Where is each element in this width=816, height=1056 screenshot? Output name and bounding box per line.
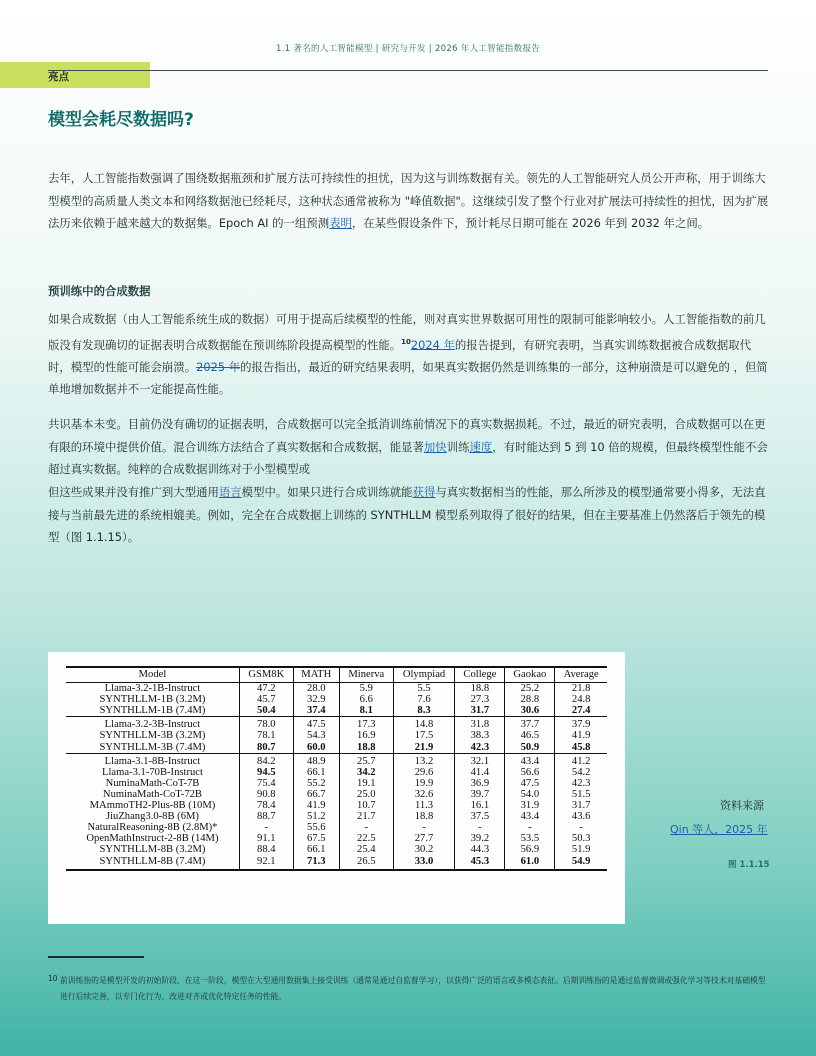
- score-cell: -: [505, 822, 555, 833]
- table-row: [66, 778, 607, 789]
- score-cell: 22.5: [339, 833, 393, 844]
- footnote-rule: [48, 956, 144, 958]
- score-cell: 39.7: [455, 789, 505, 800]
- model-name-cell: SYNTHLLM-1B (7.4M): [66, 705, 239, 717]
- language-link[interactable]: 语言: [218, 485, 242, 499]
- score-cell: 38.3: [455, 730, 505, 741]
- header-rule: [48, 70, 768, 71]
- model-name-cell: SYNTHLLM-3B (7.4M): [66, 742, 239, 754]
- score-cell: 90.8: [239, 789, 293, 800]
- score-cell: 54.0: [505, 789, 555, 800]
- score-cell: 24.8: [555, 694, 607, 705]
- score-cell: 47.2: [239, 683, 293, 695]
- model-name-cell: SYNTHLLM-8B (7.4M): [66, 856, 239, 870]
- score-cell: 66.1: [293, 844, 339, 855]
- table-header-cell: Average: [555, 667, 607, 683]
- score-cell: 31.9: [505, 800, 555, 811]
- table-row: [66, 844, 607, 855]
- score-cell: 31.8: [455, 717, 505, 731]
- score-cell: 11.3: [393, 800, 455, 811]
- score-cell: -: [455, 822, 505, 833]
- score-cell: 56.6: [505, 767, 555, 778]
- score-cell: 32.9: [293, 694, 339, 705]
- p4-text-c: 与真实数据相当的性能，那么所涉及的模型通常要小得多，无法直接与当前最先进的系统相媲美。例如，完全在合成数据上训练的 SYNTHLLM 模型系列取得了很好的结果，但在主要基准上仍然落后于领先的模型（图 1.1.15）。: [48, 485, 766, 544]
- table-row: [66, 742, 607, 754]
- model-name-cell: Llama-3.1-70B-Instruct: [102, 766, 203, 778]
- p2-text-b: 的报告提到，有研究表明，当真实训练数据被合成数据取代时，模型的性能可能会崩溃。: [48, 337, 752, 374]
- footnote-text: 前训练指的是模型开发的初始阶段，在这一阶段，模型在大型通用数据集上接受训练（通常是通过自监督学习），以获得广泛的语言或多模态表征。后期训练指的是通过监督微调或强化学习等技术对基础模型进行后续完善，以专门化行为、改进对齐或优化特定任务的性能。: [60, 976, 766, 1001]
- table-row: [66, 811, 607, 822]
- score-cell: 45.7: [239, 694, 293, 705]
- table-header-cell: College: [455, 667, 505, 683]
- score-cell: 67.5: [293, 833, 339, 844]
- score-cell: 42.3: [455, 742, 505, 754]
- score-cell: 84.2: [239, 753, 293, 767]
- score-cell: 25.2: [505, 683, 555, 695]
- score-cell: -: [239, 822, 293, 833]
- table-row: [66, 789, 607, 800]
- score-cell: 41.9: [293, 800, 339, 811]
- score-cell: 36.9: [455, 778, 505, 789]
- score-cell: 8.3: [393, 705, 455, 717]
- score-cell: 48.9: [293, 753, 339, 767]
- score-cell: 39.2: [455, 833, 505, 844]
- model-name-cell: NuminaMath-CoT-72B: [102, 788, 202, 800]
- score-cell: 66.7: [293, 789, 339, 800]
- table-row: [66, 753, 607, 767]
- score-cell: 21.9: [393, 742, 455, 754]
- score-cell: 45.3: [455, 856, 505, 870]
- score-cell: 41.9: [555, 730, 607, 741]
- score-cell: 29.6: [393, 767, 455, 778]
- score-cell: 51.5: [555, 789, 607, 800]
- report-2024-link[interactable]: 2024 年: [410, 337, 455, 352]
- score-cell: 28.0: [293, 683, 339, 695]
- score-cell: 56.9: [505, 844, 555, 855]
- score-cell: 21.8: [555, 683, 607, 695]
- model-name-cell: Llama-3.2-3B-Instruct: [104, 719, 201, 731]
- intro-text-a: 去年，人工智能指数强调了围绕数据瓶颈和扩展方法可持续性的担忧，因为这与训练数据有关。领先的人工智能研究人员公开声称，用于训练大型模型的高质量人类文本和网络数据池已经耗尽，这种状态通常被称为 "峰值数据"。这继续引发了整个行业对扩展法可持续性的担忧，因为扩展法历来依赖于越来越大的数据集。Epoch AI 的一组预测: [48, 171, 769, 230]
- source-label: 资料来源: [720, 799, 764, 812]
- score-cell: 10.7: [339, 800, 393, 811]
- model-name-cell: MAmmoTH2-Plus-8B (10M): [89, 800, 216, 812]
- score-cell: 55.6: [293, 822, 339, 833]
- table-row: [66, 822, 607, 833]
- score-cell: 60.0: [293, 742, 339, 754]
- score-cell: 94.5: [239, 767, 293, 778]
- intro-link[interactable]: 表明: [329, 216, 352, 230]
- score-cell: 92.1: [239, 856, 293, 870]
- model-name-cell: Llama-3.2-1B-Instruct: [104, 683, 201, 695]
- score-cell: 19.1: [339, 778, 393, 789]
- score-cell: 16.9: [339, 730, 393, 741]
- table-header-cell: GSM8K: [239, 667, 293, 683]
- model-name-cell: JiuZhang3.0-8B (6M): [105, 811, 199, 823]
- results-table: [66, 666, 607, 871]
- score-cell: 80.7: [239, 742, 293, 754]
- score-cell: 91.1: [239, 833, 293, 844]
- table-row: [66, 705, 607, 717]
- model-name-cell: NuminaMath-CoT-7B: [105, 777, 200, 789]
- score-cell: 21.7: [339, 811, 393, 822]
- table-header-cell: Model: [138, 669, 167, 680]
- score-cell: 44.3: [455, 844, 505, 855]
- score-cell: 71.3: [293, 856, 339, 870]
- p2-text-a: 如果合成数据（由人工智能系统生成的数据）可用于提高后续模型的性能，则对真实世界数据可用性的限制可能影响较小。人工智能指数的前几版没有发现确切的证据表明合成数据能在预训练阶段提高模型的性能。: [48, 312, 766, 352]
- consensus-paragraph: [48, 413, 770, 481]
- score-cell: 18.8: [339, 742, 393, 754]
- score-cell: 46.5: [505, 730, 555, 741]
- score-cell: 41.4: [455, 767, 505, 778]
- score-cell: 33.0: [393, 856, 455, 870]
- source-link[interactable]: Qin 等人，2025 年: [670, 823, 768, 836]
- score-cell: 28.8: [505, 694, 555, 705]
- score-cell: 43.4: [505, 811, 555, 822]
- score-cell: 14.8: [393, 717, 455, 731]
- figure-label: 图 1.1.15: [728, 860, 770, 870]
- score-cell: 27.3: [455, 694, 505, 705]
- score-cell: 75.4: [239, 778, 293, 789]
- table-row: [66, 767, 607, 778]
- score-cell: 37.9: [555, 717, 607, 731]
- obtain-link[interactable]: 获得: [412, 485, 436, 499]
- score-cell: 50.9: [505, 742, 555, 754]
- p3-text-a: 共识基本未变。目前仍没有确切的证据表明，合成数据可以完全抵消训练前情况下的真实数据损耗。不过，最近的研究表明，合成数据可以在更有限的环境中提供价值。混合训练方法结合了真实数据和合成数据，能显著: [48, 417, 766, 454]
- intro-text-b: ，在某些假设条件下，预计耗尽日期可能在 2026 年到 2032 年之间。: [351, 216, 710, 230]
- score-cell: 88.7: [239, 811, 293, 822]
- score-cell: 37.5: [455, 811, 505, 822]
- score-cell: 61.0: [505, 856, 555, 870]
- score-cell: 17.3: [339, 717, 393, 731]
- table-header-row: [66, 667, 607, 683]
- table-row: [66, 717, 607, 731]
- score-cell: -: [555, 822, 607, 833]
- table-header-cell: Minerva: [339, 667, 393, 683]
- score-cell: 54.2: [555, 767, 607, 778]
- score-cell: 7.6: [393, 694, 455, 705]
- score-cell: 8.1: [339, 705, 393, 717]
- score-cell: 31.7: [455, 705, 505, 717]
- table-header-cell: Gaokao: [505, 667, 555, 683]
- footnote-number: 10: [48, 974, 58, 983]
- score-cell: 43.6: [555, 811, 607, 822]
- p2-text-c: 的报告指出，最近的研究结果表明，如果真实数据仍然是训练集的一部分，这种崩溃是可以避免的 ，但简单地增加数据并不一定能提高性能。: [48, 359, 768, 397]
- table-row: [66, 694, 607, 705]
- score-cell: 78.1: [239, 730, 293, 741]
- score-cell: 32.6: [393, 789, 455, 800]
- table-row: [66, 856, 607, 870]
- score-cell: 47.5: [505, 778, 555, 789]
- report-2025-link[interactable]: 2025 年: [196, 359, 241, 374]
- score-cell: 25.0: [339, 789, 393, 800]
- score-cell: 25.4: [339, 844, 393, 855]
- score-cell: 45.8: [555, 742, 607, 754]
- table-row: [66, 730, 607, 741]
- score-cell: 25.7: [339, 753, 393, 767]
- p4-text-b: 模型中。如果只进行合成训练就能: [241, 485, 413, 499]
- score-cell: 27.4: [555, 705, 607, 717]
- running-header: 1.1 著名的人工智能模型 | 研究与开发 | 2026 年人工智能指数报告: [276, 44, 540, 54]
- table-row: [66, 833, 607, 844]
- score-cell: 66.1: [293, 767, 339, 778]
- score-cell: -: [393, 822, 455, 833]
- score-cell: 18.8: [393, 811, 455, 822]
- score-cell: 50.3: [555, 833, 607, 844]
- score-cell: 34.2: [339, 767, 393, 778]
- footnote-ref[interactable]: 10: [401, 337, 411, 346]
- model-name-cell: Llama-3.1-8B-Instruct: [104, 755, 201, 767]
- score-cell: 16.1: [455, 800, 505, 811]
- score-cell: 54.9: [555, 856, 607, 870]
- score-cell: 17.5: [393, 730, 455, 741]
- section-tag: [0, 62, 150, 88]
- score-cell: 43.4: [505, 753, 555, 767]
- score-cell: 31.7: [555, 800, 607, 811]
- score-cell: 78.4: [239, 800, 293, 811]
- speed-link[interactable]: 速度: [469, 439, 493, 454]
- score-cell: -: [339, 822, 393, 833]
- model-name-cell: OpenMathInstruct-2-8B (14M): [86, 833, 219, 845]
- model-name-cell: SYNTHLLM-8B (3.2M): [99, 844, 206, 856]
- score-cell: 13.2: [393, 753, 455, 767]
- table-row: [66, 683, 607, 695]
- p3-text-c: ，有时能达到 5 到 10 倍的规模，但最终模型性能不会超过真实数据。纯粹的合成数据训练对于小型模型或: [48, 439, 768, 476]
- model-name-cell: SYNTHLLM-1B (3.2M): [99, 694, 206, 706]
- score-cell: 53.5: [505, 833, 555, 844]
- score-cell: 55.2: [293, 778, 339, 789]
- synthetic-paragraph: [48, 308, 770, 401]
- score-cell: 19.9: [393, 778, 455, 789]
- score-cell: 37.4: [293, 705, 339, 717]
- table-row: [66, 800, 607, 811]
- subheading: 预训练中的合成数据: [48, 284, 151, 298]
- section-tag-label: 亮点: [48, 71, 69, 83]
- score-cell: 54.3: [293, 730, 339, 741]
- score-cell: 5.9: [339, 683, 393, 695]
- score-cell: 51.2: [293, 811, 339, 822]
- score-cell: 47.5: [293, 717, 339, 731]
- score-cell: 6.6: [339, 694, 393, 705]
- score-cell: 32.1: [455, 753, 505, 767]
- results-table-figure: [48, 652, 625, 924]
- table-header-cell: MATH: [293, 667, 339, 683]
- model-name-cell: NaturalReasoning-8B (2.8M)*: [87, 822, 218, 834]
- score-cell: 78.0: [239, 717, 293, 731]
- p4-text-a: 但这些成果并没有推广到大型通用: [48, 485, 219, 499]
- score-cell: 5.5: [393, 683, 455, 695]
- results-paragraph: [48, 481, 770, 549]
- score-cell: 88.4: [239, 844, 293, 855]
- score-cell: 50.4: [239, 705, 293, 717]
- page-title: 模型会耗尽数据吗?: [48, 110, 194, 130]
- score-cell: 27.7: [393, 833, 455, 844]
- p3-text-b: 训练: [446, 439, 470, 454]
- speedup-link[interactable]: 加快: [423, 439, 447, 454]
- intro-paragraph: [48, 167, 770, 235]
- score-cell: 41.2: [555, 753, 607, 767]
- table-header-cell: Olympiad: [393, 667, 455, 683]
- score-cell: 30.2: [393, 844, 455, 855]
- score-cell: 42.3: [555, 778, 607, 789]
- score-cell: 30.6: [505, 705, 555, 717]
- score-cell: 18.8: [455, 683, 505, 695]
- score-cell: 37.7: [505, 717, 555, 731]
- score-cell: 51.9: [555, 844, 607, 855]
- model-name-cell: SYNTHLLM-3B (3.2M): [99, 730, 206, 742]
- score-cell: 26.5: [339, 856, 393, 870]
